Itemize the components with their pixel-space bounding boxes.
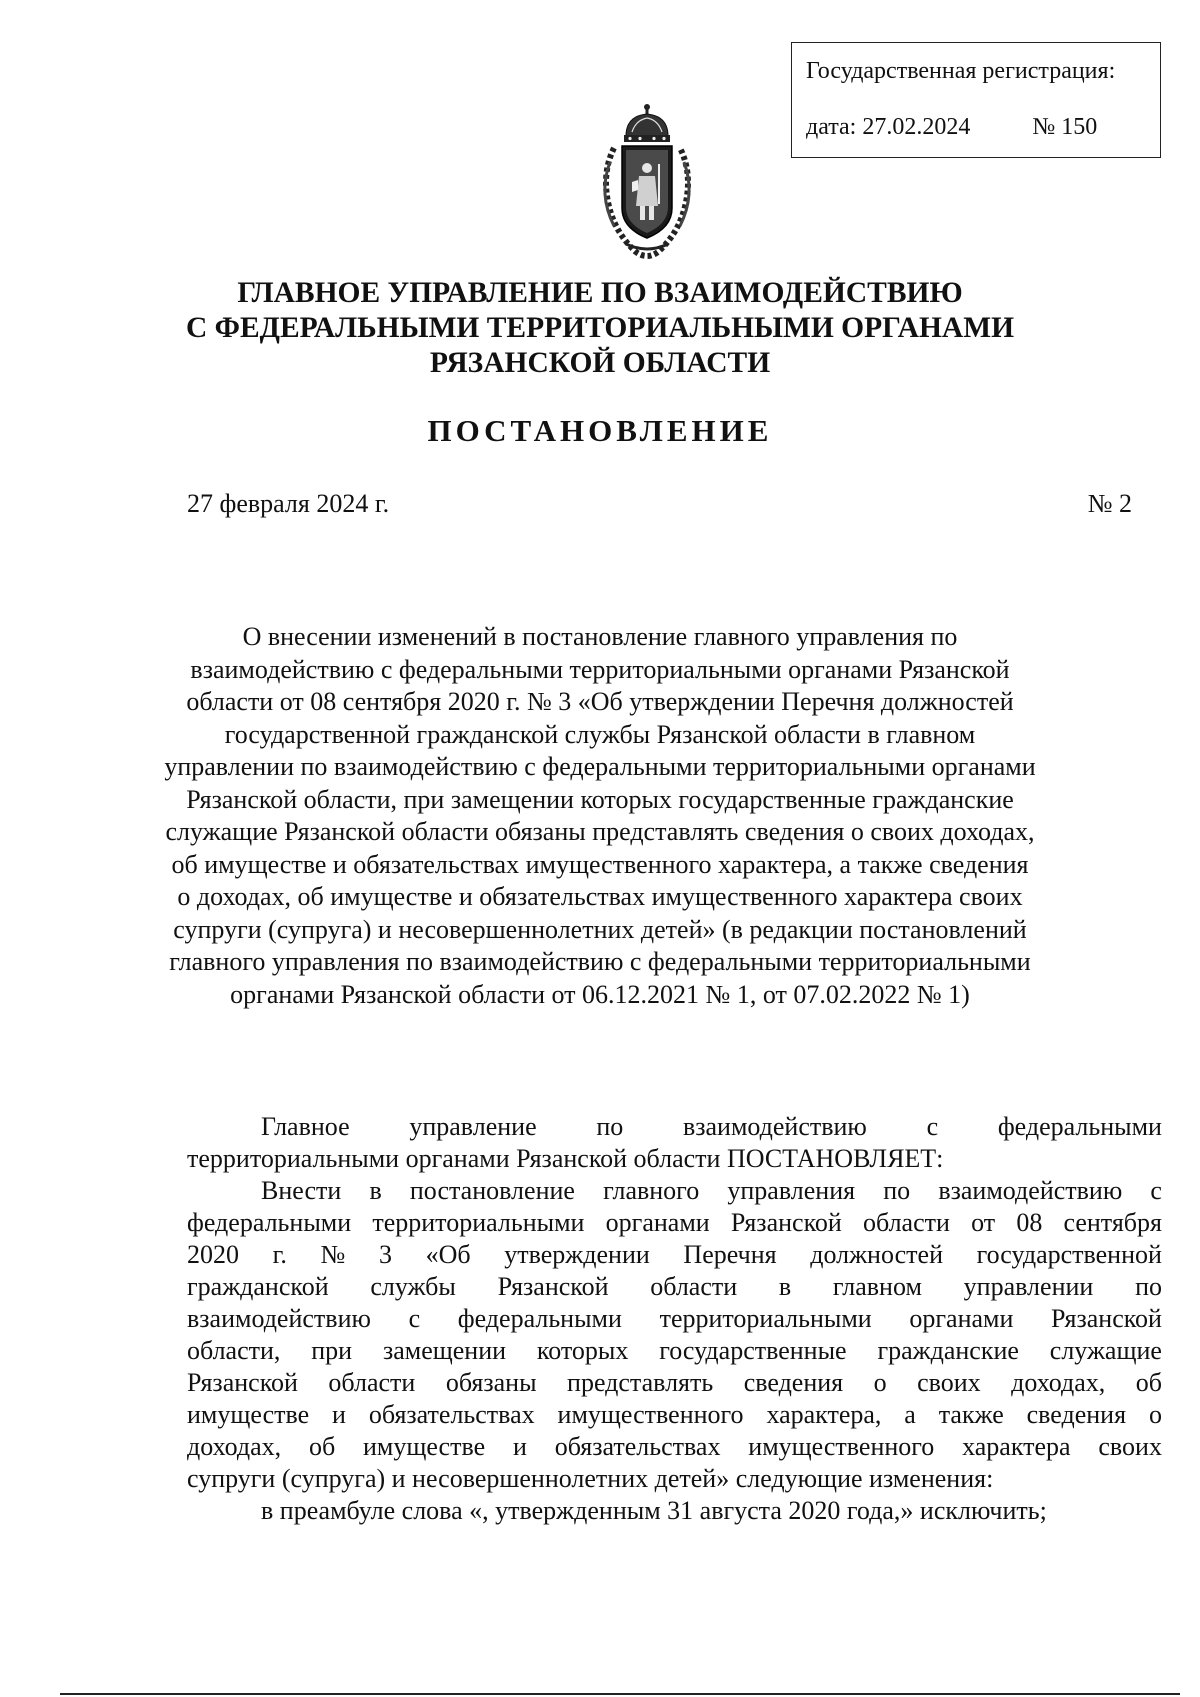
- body-word: имуществе: [187, 1400, 310, 1429]
- body-line: [187, 1207, 1162, 1239]
- title-line: Рязанской области, при замещении которых государственные гражданские: [186, 784, 1014, 814]
- body-word: должностей: [810, 1240, 943, 1269]
- body-line: [187, 1303, 1162, 1335]
- body-word: также: [938, 1400, 1004, 1429]
- agency-line: ГЛАВНОЕ УПРАВЛЕНИЕ ПО ВЗАИМОДЕЙСТВИЮ: [237, 277, 963, 309]
- body-word: Рязанской: [497, 1272, 609, 1301]
- body-word: по: [596, 1112, 624, 1141]
- registration-details: [806, 115, 1160, 139]
- body-word: имуществе: [362, 1432, 486, 1461]
- body-word: доходах,: [1011, 1368, 1106, 1397]
- body-line: территориальными органами Рязанской области ПОСТАНОВЛЯЕТ:: [187, 1144, 944, 1173]
- body-line: [187, 1271, 1162, 1303]
- title-line: взаимодействию с федеральными территориальными органами Рязанской: [190, 654, 1010, 684]
- body-word: служащие: [1049, 1336, 1162, 1365]
- registration-label: Государственная регистрация:: [806, 58, 1116, 84]
- body-word: об: [308, 1432, 336, 1461]
- body-word: замещении: [382, 1336, 507, 1365]
- body-word: доходах,: [187, 1432, 282, 1461]
- agency-line: С ФЕДЕРАЛЬНЫМИ ТЕРРИТОРИАЛЬНЫМИ ОРГАНАМИ: [185, 312, 1015, 344]
- agency-name: [150, 276, 1050, 381]
- body-word: постановление: [409, 1176, 575, 1205]
- body-word: главном: [832, 1272, 922, 1301]
- body-word: сведения: [1026, 1400, 1127, 1429]
- title-line: главного управления по взаимодействию с федеральными территориальными: [169, 947, 1031, 976]
- body-word: с: [1150, 1176, 1162, 1205]
- title-line: об имуществе и обязательствах имущественного характера, а также сведения: [171, 849, 1029, 879]
- body-word: 3: [378, 1240, 392, 1269]
- body-word: которых: [536, 1336, 629, 1365]
- body-word: а: [904, 1400, 916, 1429]
- body-line: [187, 1175, 1162, 1207]
- body-word: области: [328, 1368, 416, 1397]
- title-line: супруги (супруга) и несовершеннолетних детей» (в редакции постановлений: [173, 914, 1027, 944]
- body-word: федеральными: [187, 1208, 352, 1237]
- body-word: Главное: [261, 1112, 350, 1141]
- body-word: от: [971, 1208, 996, 1237]
- body-word: своих: [917, 1368, 981, 1397]
- body-word: сведения: [743, 1368, 844, 1397]
- registration-date: дата: 27.02.2024: [806, 114, 971, 140]
- body-word: по: [883, 1176, 911, 1205]
- body-word: территориальными: [659, 1304, 872, 1333]
- body-word: с: [408, 1304, 421, 1333]
- agency-line: РЯЗАНСКОЙ ОБЛАСТИ: [429, 347, 771, 379]
- body-word: и: [512, 1432, 527, 1461]
- body-word: о: [873, 1368, 887, 1397]
- body-word: представлять: [567, 1368, 714, 1397]
- body-word: при: [311, 1336, 353, 1365]
- body-word: об: [1135, 1368, 1162, 1397]
- body-word: государственной: [976, 1240, 1162, 1269]
- body-word: 2020: [187, 1240, 239, 1269]
- body-word: области: [862, 1208, 950, 1237]
- body-word: в: [778, 1272, 792, 1301]
- body-word: федеральными: [997, 1112, 1162, 1141]
- title-line: государственной гражданской службы Рязанской области в главном: [224, 719, 976, 749]
- body-word: №: [320, 1240, 346, 1269]
- body-word: Внести: [261, 1176, 342, 1205]
- body-line: [187, 1399, 1162, 1431]
- ryazan-coat-of-arms-icon: [596, 102, 698, 262]
- body-word: Рязанской: [730, 1208, 842, 1237]
- body-word: управление: [409, 1112, 537, 1141]
- date-number-line: [187, 489, 1132, 519]
- body-word: обязаны: [445, 1368, 537, 1397]
- title-line: управлении по взаимодействию с федеральными территориальными органами: [164, 752, 1036, 781]
- body-word: с: [926, 1112, 939, 1141]
- body-word: главного: [603, 1176, 700, 1205]
- body-word: характера,: [766, 1400, 882, 1429]
- body-line: [187, 1111, 1162, 1143]
- document-body: [187, 1111, 1162, 1527]
- title-line: органами Рязанской области от 06.12.2021 № 1, от 07.02.2022 № 1): [230, 979, 970, 1009]
- body-word: «Об: [425, 1240, 471, 1269]
- body-word: характера: [962, 1432, 1071, 1461]
- body-word: службы: [370, 1272, 456, 1301]
- registration-stamp: [791, 42, 1161, 158]
- body-word: о: [1148, 1400, 1162, 1429]
- body-word: государственные: [659, 1336, 847, 1365]
- body-word: 08: [1016, 1208, 1043, 1237]
- body-word: органами: [605, 1208, 710, 1237]
- body-word: области: [650, 1272, 738, 1301]
- body-word: обязательствах: [368, 1400, 535, 1429]
- body-line: [187, 1367, 1162, 1399]
- body-word: и: [332, 1400, 346, 1429]
- body-word: управления: [727, 1176, 856, 1205]
- body-word: по: [1135, 1272, 1162, 1301]
- body-word: имущественного: [557, 1400, 744, 1429]
- body-word: своих: [1098, 1432, 1162, 1461]
- body-word: взаимодействию: [682, 1112, 867, 1141]
- body-line: [187, 1335, 1162, 1367]
- body-word: Перечня: [683, 1240, 777, 1269]
- body-word: гражданской: [187, 1272, 329, 1301]
- page-bottom-rule: [60, 1693, 1180, 1695]
- body-word: сентября: [1063, 1208, 1162, 1237]
- body-word: г.: [272, 1240, 287, 1269]
- body-word: утверждении: [504, 1240, 650, 1269]
- document-number: № 2: [1087, 489, 1132, 518]
- title-line: области от 08 сентября 2020 г. № 3 «Об утверждении Перечня должностей: [186, 687, 1014, 716]
- body-word: территориальными: [372, 1208, 585, 1237]
- document-title: [140, 621, 1060, 1011]
- document-type: ПОСТАНОВЛЕНИЕ: [427, 413, 773, 448]
- body-word: взаимодействию: [938, 1176, 1123, 1205]
- body-word: федеральными: [457, 1304, 622, 1333]
- body-word: Рязанской: [187, 1368, 298, 1397]
- body-word: гражданские: [877, 1336, 1019, 1365]
- body-line: [187, 1431, 1162, 1463]
- body-word: взаимодействию: [187, 1304, 371, 1333]
- body-line: в преамбуле слова «, утвержденным 31 августа 2020 года,» исключить;: [261, 1496, 1047, 1525]
- registration-number: № 150: [1032, 114, 1098, 140]
- body-line: супруги (супруга) и несовершеннолетних детей» следующие изменения:: [187, 1464, 994, 1493]
- body-word: имущественного: [748, 1432, 935, 1461]
- body-word: в: [369, 1176, 382, 1205]
- body-word: обязательствах: [554, 1432, 721, 1461]
- body-word: Рязанской: [1051, 1304, 1162, 1333]
- body-word: органами: [909, 1304, 1014, 1333]
- body-word: управлении: [963, 1272, 1094, 1301]
- body-word: области,: [187, 1336, 281, 1365]
- title-line: О внесении изменений в постановление главного управления по: [242, 622, 958, 651]
- document-date: 27 февраля 2024 г.: [187, 489, 390, 518]
- title-line: служащие Рязанской области обязаны представлять сведения о своих доходах,: [165, 817, 1035, 846]
- title-line: о доходах, об имуществе и обязательствах имущественного характера своих: [177, 882, 1023, 911]
- body-line: [187, 1239, 1162, 1271]
